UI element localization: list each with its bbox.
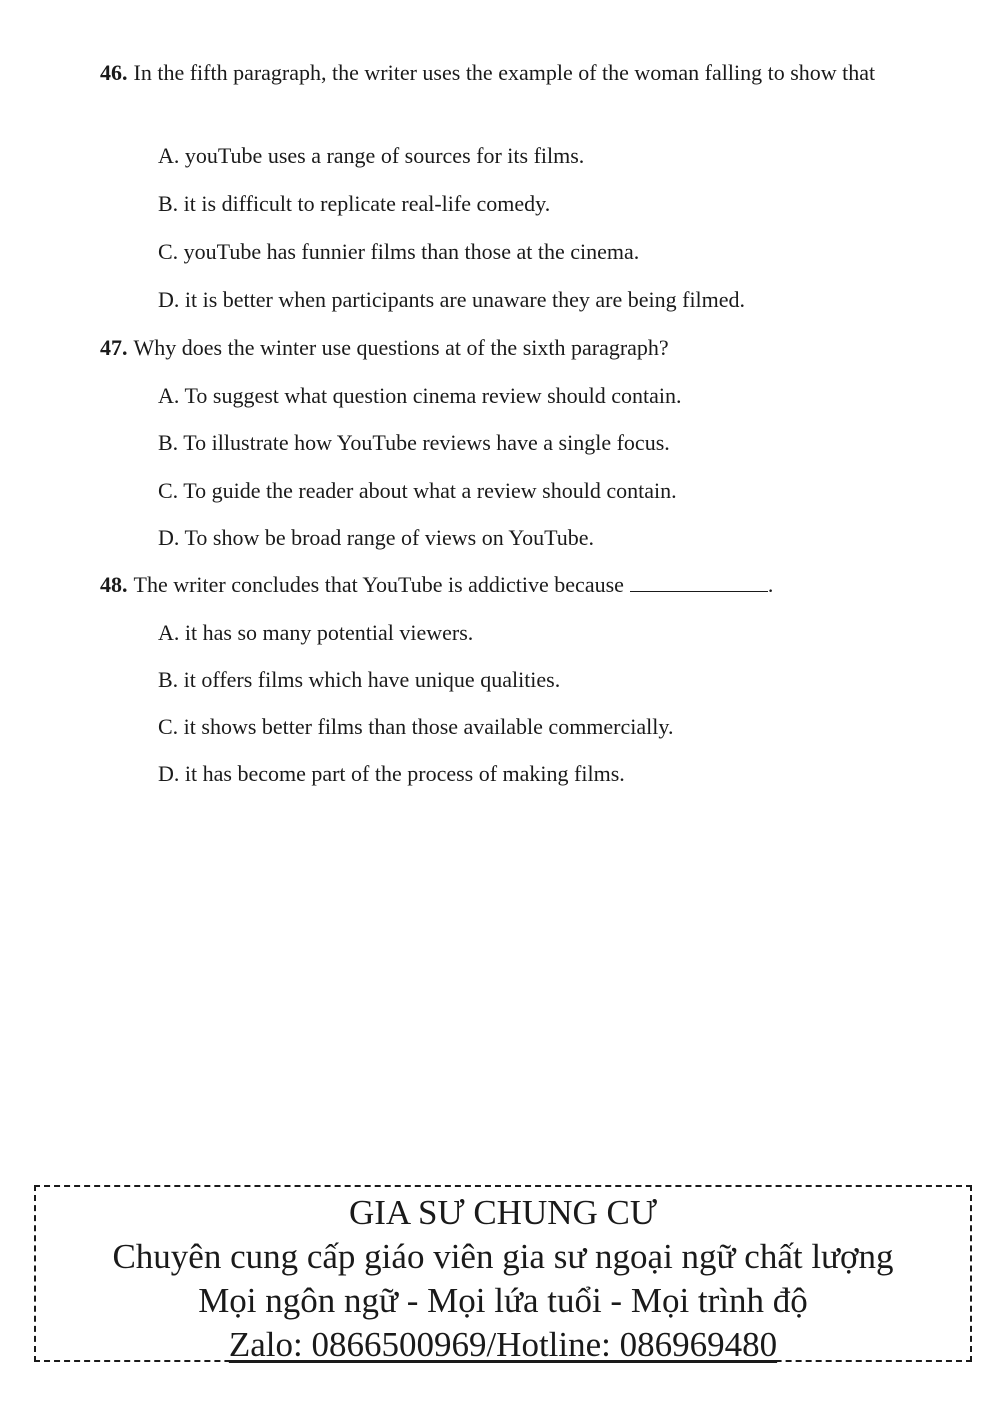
question-stem: Why does the winter use questions at of the sixth paragraph? [133,335,669,360]
advertisement-box [34,1185,972,1362]
question-46 [100,56,985,90]
question-number: 47. [100,335,128,360]
option-46-a: A. youTube uses a range of sources for its films. [158,143,585,168]
ad-line-services: Chuyên cung cấp giáo viên gia sư ngoại ngữ chất lượng [112,1237,894,1276]
option-47-b: B. To illustrate how YouTube reviews have a single focus. [158,430,670,455]
option-48-b: B. it offers films which have unique qualities. [158,667,561,692]
option-46-d: D. it is better when participants are unaware they are being filmed. [158,287,746,312]
question-number: 46. [100,60,128,85]
ad-line-contact: Zalo: 0866500969/Hotline: 086969480 [228,1325,778,1364]
question-number: 48. [100,572,128,597]
ad-line-audience: Mọi ngôn ngữ - Mọi lứa tuổi - Mọi trình độ [198,1281,808,1320]
question-stem: In the fifth paragraph, the writer uses the example of the woman falling to show that [133,60,876,85]
question-48 [100,568,985,602]
option-47-a: A. To suggest what question cinema review should contain. [158,383,682,408]
answer-blank [630,571,768,592]
option-48-c: C. it shows better films than those available commercially. [158,714,674,739]
option-48-a: A. it has so many potential viewers. [158,620,474,645]
ad-title: GIA SƯ CHUNG CƯ [348,1193,658,1232]
option-46-c: C. youTube has funnier films than those at the cinema. [158,239,640,264]
question-stem-end: . [767,572,774,597]
option-46-b: B. it is difficult to replicate real-life comedy. [158,191,551,216]
option-47-c: C. To guide the reader about what a review should contain. [158,478,677,503]
option-48-d: D. it has become part of the process of making films. [158,761,625,786]
option-47-d: D. To show be broad range of views on YouTube. [158,525,595,550]
question-47 [100,331,985,365]
question-stem: The writer concludes that YouTube is addictive because [133,572,624,597]
